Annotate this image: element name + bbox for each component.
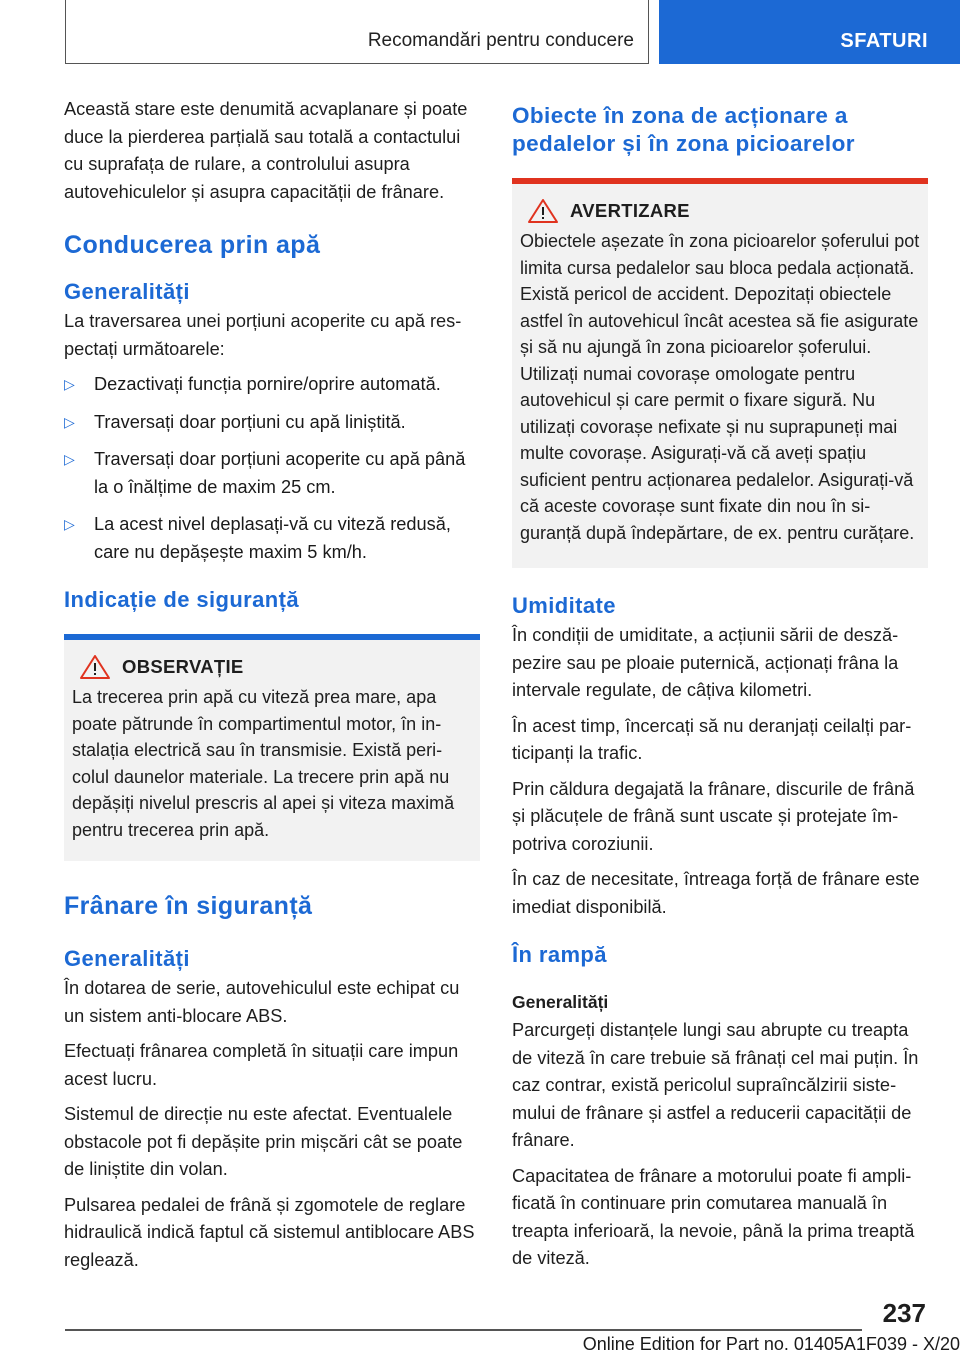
water-general-heading: Generalități (64, 279, 190, 304)
warning-box (512, 178, 928, 568)
warning-triangle-icon (524, 198, 562, 224)
water-bullet-list (64, 371, 480, 566)
header-section-label: SFATURI (840, 30, 928, 52)
brake-heading: Frânare în siguranță (64, 892, 313, 920)
water-intro-paragraph: La traversarea unei porțiuni acoperite cu apă respectați următoarele: (64, 311, 462, 359)
humidity-paragraph-1: În condiții de umiditate, a acțiunii sării de deszăpezire sau pe ploaie puternică, acționați frâna la intervale regulate, de câțiva kilometri. (512, 625, 899, 700)
brake-general-heading: Generalități (64, 946, 190, 971)
header-section-tab (659, 0, 960, 64)
note-box (64, 634, 480, 861)
left-column (64, 96, 480, 1282)
warning-label: AVERTIZARE (570, 200, 690, 221)
warning-text: Obiectele așezate în zona picioarelor șoferului pot limita cursa pedalelor sau bloca pedala acționată. Există pericol de accident. Depozitați obiectele astfel în autovehicul încât acestea să fie asigurate și să nu ajungă în zona picioarelor șoferului. Utilizați numai covorașe omologate pentru autovehicul și care permit o fixare sigură. Nu utilizați covorașe nefixate și nu suprapuneți mai multe covorașe. Asigurați-vă că aveți spațiu suficient pentru acționarea pedalelor. Asigurați-vă că aceste covorașe sunt fixate din nou în siguranță după îndepărtare, de ex. pentru curățare. (520, 231, 920, 543)
list-item: ▷ La acest nivel deplasați-vă cu viteză redusă, care nu depășește maxim 5 km/h. (64, 511, 480, 566)
water-heading: Conducerea prin apă (64, 231, 321, 259)
header-title-box (65, 0, 649, 64)
list-item: ▷ Traversați doar porțiuni acoperite cu apă până la o înălțime de maxim 25 cm. (64, 446, 480, 501)
note-text: La trecerea prin apă cu viteză prea mare, apa poate pătrunde în compartimentul motor, în instalația electrică sau în transmisie. Există pericolul daunelor materiale. La trecere prin apă nu depășiți nivelul prescris al apei și viteza maximă pentru trecerea prin apă. (72, 687, 455, 840)
list-item: ▷ Traversați doar porțiuni cu apă liniștită. (64, 409, 480, 437)
brake-paragraph-3: Sistemul de direcție nu este afectat. Eventualele obstacole pot fi depășite prin mișcări cât se poate de liniștite din volan. (64, 1104, 463, 1179)
safety-heading: Indicație de siguranță (64, 587, 299, 612)
humidity-paragraph-3: Prin căldura degajată la frânare, discurile de frână și plăcuțele de frână sunt uscate și protejate împotriva coroziunii. (512, 778, 915, 854)
footer-edition: Online Edition for Part no. 01405A1F039 - X/20 (582, 1334, 960, 1354)
right-column (512, 96, 928, 1281)
footer-divider (65, 1329, 862, 1331)
brake-paragraph-1: În dotarea de serie, autovehiculul este echipat cu un sistem anti-blocare ABS. (64, 978, 460, 1026)
intro-paragraph: Această stare este denumită acvaplanare și poate duce la pierderea parțială sau totală a contactului cu suprafața de rulare, a controlului asupra autovehiculelor și asupra capacității de frânare. (64, 99, 468, 202)
objects-heading: Obiecte în zona de acționare a pedalelor și în zona picioarelor (512, 103, 855, 156)
header-title: Recomandări pentru conducere (367, 30, 634, 51)
note-label: OBSERVAȚIE (122, 656, 244, 677)
ramp-paragraph-2: Capacitatea de frânare a motorului poate fi amplificată în continuare prin comutarea manuală în treapta inferioară, la nevoie, până la prima treaptă de viteză. (512, 1165, 915, 1268)
triangle-right-outline-icon: ▷ (64, 451, 75, 467)
humidity-paragraph-4: În caz de necesitate, întreaga forță de frânare este imediat disponibilă. (512, 869, 920, 917)
ramp-general-heading: Generalități (512, 992, 609, 1012)
ramp-heading: În rampă (512, 942, 607, 967)
brake-paragraph-2: Efectuați frânarea completă în situații care impun acest lucru. (64, 1041, 459, 1089)
humidity-paragraph-2: În acest timp, încercați să nu deranjați ceilalți participanți la trafic. (512, 715, 912, 763)
triangle-right-outline-icon: ▷ (64, 516, 75, 532)
ramp-paragraph-1: Parcurgeți distanțele lungi sau abrupte cu treapta de viteză în care trebuie să frânați cel mai puțin. În caz contrar, există pericolul supraîncălzirii sistemului de frânare și astfel a reducerii capacității de frânare. (512, 1020, 919, 1150)
page-number: 237 (882, 1298, 926, 1328)
triangle-right-outline-icon: ▷ (64, 376, 75, 392)
humidity-heading: Umiditate (512, 593, 616, 618)
brake-paragraph-4: Pulsarea pedalei de frână și zgomotele de reglare hidraulică indică faptul că sistemul antiblocare ABS reglează. (64, 1194, 475, 1270)
warning-triangle-icon (76, 654, 114, 680)
list-item: ▷ Dezactivați funcția pornire/oprire automată. (64, 371, 480, 399)
triangle-right-outline-icon: ▷ (64, 413, 75, 430)
